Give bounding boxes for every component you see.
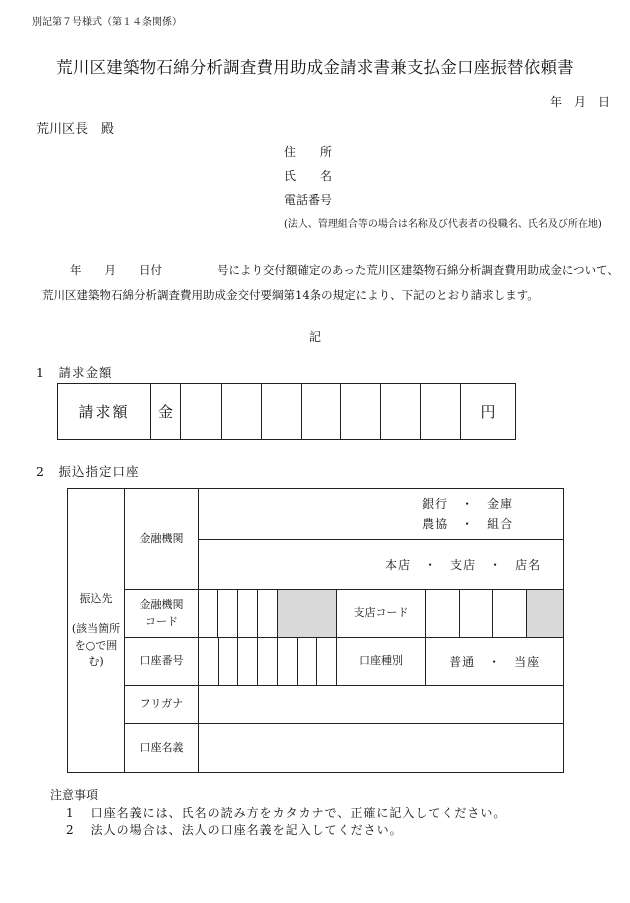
date-label: 年 月 日: [549, 95, 610, 109]
bank-code-digit[interactable]: [238, 590, 258, 638]
applicant-note: (法人、管理組合等の場合は名称及び代表者の役職名、氏名及び所在地): [284, 219, 602, 230]
bank-code-digit[interactable]: [258, 590, 278, 638]
amount-digit[interactable]: [181, 384, 222, 440]
furikomisaki-note: (該当箇所: [71, 622, 121, 635]
account-number-digits[interactable]: [199, 638, 337, 686]
account-digit[interactable]: [199, 638, 219, 685]
branch-type-options: 本店 ・ 支店 ・ 店名: [385, 557, 542, 572]
yen-label: 円: [461, 384, 516, 440]
account-table: [67, 488, 564, 773]
notes-heading: 注意事項: [50, 788, 99, 802]
account-type-label: 口座種別: [337, 638, 426, 686]
note-item: 2 法人の場合は、法人の口座名義を記入してください。: [66, 823, 403, 837]
branch-code-label: 支店コード: [337, 590, 426, 638]
name-label: 氏 名: [284, 169, 333, 183]
account-digit[interactable]: [298, 638, 318, 685]
branch-code-digit[interactable]: [493, 590, 527, 638]
furigana-label: フリガナ: [125, 686, 199, 724]
account-name-field[interactable]: [199, 724, 564, 773]
account-digit[interactable]: [278, 638, 298, 685]
account-digit[interactable]: [238, 638, 258, 685]
body-line-2: 荒川区建築物石綿分析調査費用助成金交付要綱第14条の規定により、下記のとおり請求します。: [42, 288, 539, 302]
kin-label: 金: [151, 384, 181, 440]
branch-name-field[interactable]: [199, 540, 564, 590]
section-1-heading: 1 請求金額: [36, 365, 113, 380]
furikomisaki-note: を○で囲: [74, 638, 118, 652]
amount-digit[interactable]: [222, 384, 262, 440]
form-number: 別記第７号様式（第１４条関係）: [32, 17, 182, 28]
amount-digit[interactable]: [421, 384, 461, 440]
bank-type-options: 銀行 ・ 金庫: [422, 496, 514, 511]
note-item: 1 口座名義には、氏名の読み方をカタカナで、正確に記入してください。: [66, 806, 507, 820]
account-digit[interactable]: [258, 638, 278, 685]
bank-code-digit[interactable]: [218, 590, 238, 638]
shaded-cell: [527, 590, 564, 638]
furikomisaki-cell: [68, 489, 125, 773]
account-digit[interactable]: [219, 638, 239, 685]
bank-type-options: 農協 ・ 組合: [422, 517, 514, 531]
account-digit[interactable]: [317, 638, 336, 685]
furikomisaki-note: む): [88, 655, 104, 668]
account-name-label: 口座名義: [125, 724, 199, 773]
bank-code-label: 金融機関 コード: [125, 590, 199, 638]
furikomisaki-label: 振込先: [79, 591, 113, 605]
address-label: 住 所: [284, 145, 333, 159]
amount-label: 請求額: [58, 384, 151, 440]
bank-label: 金融機関: [125, 489, 199, 590]
account-type-options[interactable]: 普通 ・ 当座: [426, 638, 564, 686]
shaded-cell: [278, 590, 337, 638]
amount-digit[interactable]: [302, 384, 341, 440]
account-number-label: 口座番号: [125, 638, 199, 686]
amount-digit[interactable]: [381, 384, 421, 440]
body-line-1: 号により交付額確定のあった荒川区建築物石綿分析調査費用助成金について、: [217, 263, 619, 277]
amount-digit[interactable]: [262, 384, 302, 440]
branch-code-digit[interactable]: [426, 590, 460, 638]
addressee: 荒川区長 殿: [36, 122, 115, 137]
bank-code-digit[interactable]: [199, 590, 218, 638]
amount-table: [57, 383, 516, 440]
body-date: 年 月 日付: [70, 263, 162, 277]
amount-digit[interactable]: [341, 384, 381, 440]
page-title: 荒川区建築物石綿分析調査費用助成金請求書兼支払金口座振替依頼書: [56, 58, 574, 77]
furigana-field[interactable]: [199, 686, 564, 724]
ki-label: 記: [308, 330, 321, 344]
section-2-heading: 2 振込指定口座: [36, 464, 140, 479]
branch-code-digit[interactable]: [460, 590, 493, 638]
bank-name-field[interactable]: [199, 489, 564, 540]
phone-label: 電話番号: [284, 193, 333, 207]
